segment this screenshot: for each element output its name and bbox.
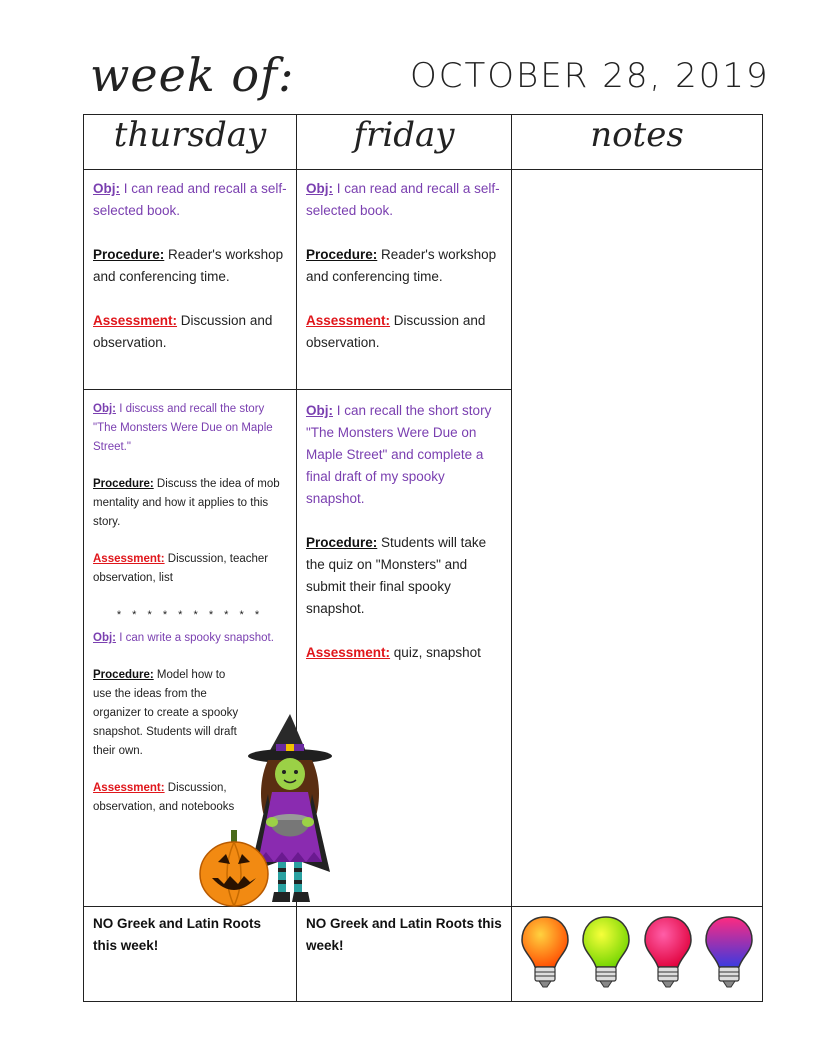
star-divider: * * * * * * * * * * [116, 609, 264, 621]
assessment-label: Assessment: [306, 313, 391, 328]
friday-roots-note [297, 907, 512, 1002]
roots-note-text: NO Greek and Latin Roots this week! [306, 916, 502, 953]
objective-label: Obj: [306, 403, 333, 418]
assessment-label: Assessment: [306, 645, 391, 660]
procedure-text: Discuss the idea of mob mentality and how it applies to this story. [93, 478, 280, 528]
procedure-label: Procedure: [306, 535, 378, 550]
assessment-text: Discussion, teacher observation, list [93, 553, 269, 584]
notes-bulbs-cell [512, 907, 763, 1002]
assessment-text: Discussion and observation. [93, 313, 273, 350]
procedure-text: Reader's workshop and conferencing time. [306, 247, 497, 284]
procedure-text: Students will take the quiz on "Monsters" and submit their final spooky snapshot. [306, 535, 487, 616]
procedure-label: Procedure: [93, 247, 165, 262]
assessment-text: quiz, snapshot [390, 645, 481, 660]
thursday-roots-note [84, 907, 297, 1002]
objective-label: Obj: [93, 632, 116, 644]
assessment-label: Assessment: [93, 313, 178, 328]
objective-text: I can recall the short story "The Monsters Were Due on Maple Street" and complete a final draft of my spooky snapshot. [306, 403, 492, 506]
column-header-friday: friday [297, 115, 512, 170]
witch-pumpkin-illustration [198, 712, 348, 912]
planner-table [83, 114, 763, 1002]
assessment-label: Assessment: [93, 782, 165, 794]
orange-lightbulb-icon [520, 915, 570, 991]
roots-note-text: NO Greek and Latin Roots this week! [93, 916, 262, 953]
friday-lesson-1 [297, 170, 512, 390]
column-header-notes: notes [512, 115, 763, 170]
assessment-text: Discussion, observation, and notebooks [93, 782, 235, 813]
objective-text: I can read and recall a self-selected book. [306, 181, 500, 218]
assessment-text: Discussion and observation. [306, 313, 486, 350]
assessment-label: Assessment: [93, 553, 165, 565]
objective-label: Obj: [93, 403, 116, 415]
thursday-lesson-1 [84, 170, 297, 390]
column-header-thursday: thursday [84, 115, 297, 170]
week-date: OCTOBER 28, 2019 [410, 56, 770, 96]
objective-text: I can write a spooky snapshot. [116, 632, 274, 644]
purple-lightbulb-icon [704, 915, 754, 991]
procedure-text: Reader's workshop and conferencing time. [93, 247, 284, 284]
lightbulb-row [512, 907, 762, 991]
notes-area [512, 170, 763, 907]
objective-label: Obj: [306, 181, 333, 196]
procedure-label: Procedure: [93, 669, 154, 681]
procedure-text: Model how to use the ideas from the organizer to create a spooky snapshot. Students will draft their own. [93, 669, 239, 757]
objective-text: I can read and recall a self-selected book. [93, 181, 287, 218]
green-lightbulb-icon [581, 915, 631, 991]
week-of-label: week of: [90, 48, 295, 102]
procedure-label: Procedure: [306, 247, 378, 262]
objective-text: I discuss and recall the story "The Monsters Were Due on Maple Street." [93, 403, 273, 453]
procedure-label: Procedure: [93, 478, 154, 490]
pink-lightbulb-icon [643, 915, 693, 991]
objective-label: Obj: [93, 181, 120, 196]
